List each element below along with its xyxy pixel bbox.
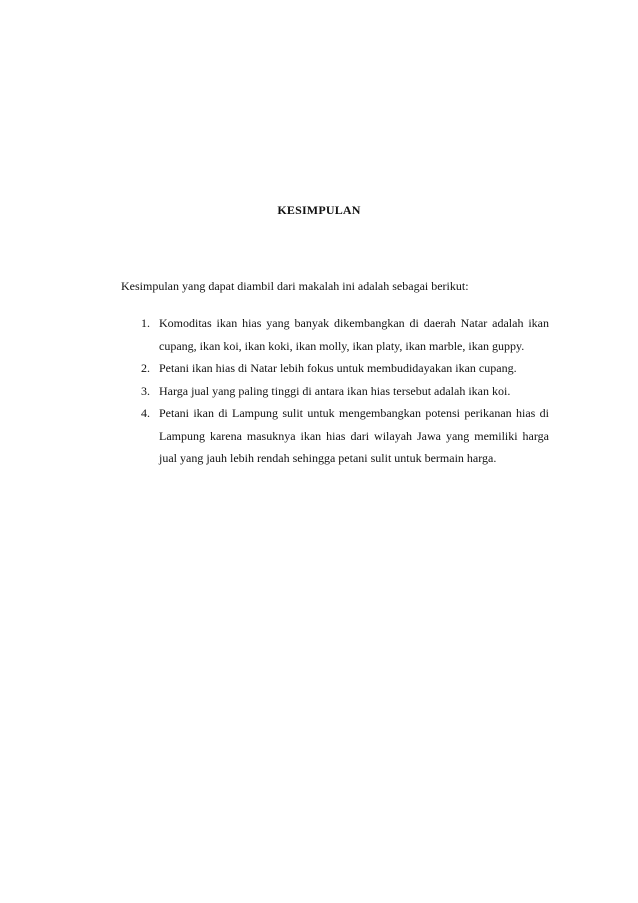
list-item [121, 402, 549, 470]
list-item-number: 2. [141, 361, 150, 375]
list-item-text: Petani ikan di Lampung sulit untuk mengembangkan potensi perikanan hias di Lampung karena masuknya ikan hias dari wilayah Jawa yang memiliki harga jual yang jauh lebih rendah sehingga petani sulit untuk bermain harga. [159, 406, 549, 465]
list-item-text: Harga jual yang paling tinggi di antara ikan hias tersebut adalah ikan koi. [159, 383, 511, 398]
page-title: KESIMPULAN [277, 203, 361, 217]
intro-paragraph: Kesimpulan yang dapat diambil dari makalah ini adalah sebagai berikut: [121, 279, 469, 293]
list-item-number: 1. [141, 316, 150, 330]
conclusion-list [121, 312, 549, 470]
list-item-number: 3. [141, 383, 150, 398]
list-item-number: 4. [141, 406, 150, 420]
list-item [121, 357, 549, 380]
list-item [121, 380, 549, 403]
list-item-text: Petani ikan hias di Natar lebih fokus untuk membudidayakan ikan cupang. [159, 361, 517, 375]
list-item-text: Komoditas ikan hias yang banyak dikembangkan di daerah Natar adalah ikan cupang, ikan koi, ikan koki, ikan molly, ikan platy, ikan marble, ikan guppy. [159, 316, 549, 353]
list-item [121, 312, 549, 357]
